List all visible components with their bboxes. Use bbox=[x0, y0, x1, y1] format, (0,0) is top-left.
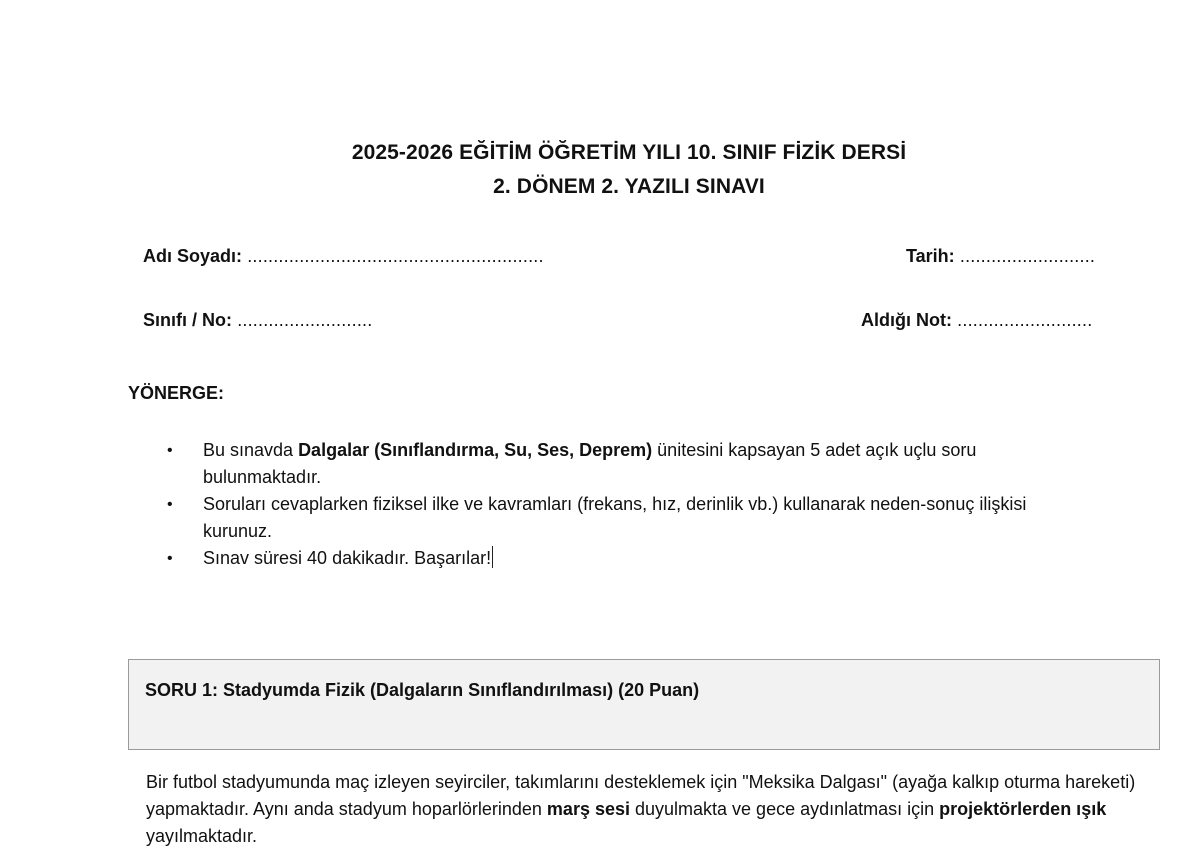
class-number-field bbox=[143, 310, 372, 331]
instruction-text: Bu sınavda bbox=[203, 440, 299, 460]
instruction-item bbox=[163, 545, 1063, 572]
bullet-icon: • bbox=[167, 550, 173, 567]
instruction-text: Soruları cevaplarken fiziksel ilke ve kavramları (frekans, hız, derinlik vb.) kullanarak neden-sonuç ilişkisi kurunuz. bbox=[203, 494, 1027, 541]
bullet-icon: • bbox=[167, 442, 173, 459]
date-blank[interactable]: .......................... bbox=[954, 246, 1096, 266]
question-1-text-part: Bir futbol stadyumunda maç izleyen seyirciler, takımlarını desteklemek için "Meksika Dalgası" (ayağa kalkıp oturma hareketi) yapmaktadır. Aynı anda stadyum hoparlörlerinden bbox=[146, 772, 1136, 819]
instructions-heading: YÖNERGE: bbox=[128, 383, 225, 403]
grade-label: Aldığı Not: bbox=[861, 310, 952, 330]
question-1-text bbox=[146, 769, 1156, 850]
question-1-bold-term: projektörlerden ışık bbox=[939, 799, 1107, 819]
instruction-item bbox=[163, 491, 1063, 545]
instruction-bold-topic: Dalgalar (Sınıflandırma, Su, Ses, Deprem) bbox=[298, 440, 653, 460]
class-number-blank[interactable]: .......................... bbox=[232, 310, 373, 330]
question-1-header-box bbox=[128, 659, 1160, 750]
name-blank[interactable]: ......................................................... bbox=[242, 246, 544, 266]
date-label: Tarih: bbox=[906, 246, 955, 266]
question-1-text-part: yayılmaktadır. bbox=[146, 826, 258, 846]
question-1-bold-term: marş sesi bbox=[546, 799, 630, 819]
name-field bbox=[143, 246, 544, 267]
instructions-list bbox=[163, 437, 1063, 572]
instruction-item bbox=[163, 437, 1063, 491]
exam-title-line2: 2. DÖNEM 2. YAZILI SINAVI bbox=[493, 175, 765, 198]
question-1-title: SORU 1: Stadyumda Fizik (Dalgaların Sınıflandırılması) (20 Puan) bbox=[145, 680, 700, 700]
grade-field bbox=[861, 310, 1092, 331]
text-cursor bbox=[492, 546, 493, 568]
date-field bbox=[906, 246, 1095, 267]
instruction-text: ünitesini kapsayan 5 adet açık uçlu soru bulunmaktadır. bbox=[203, 440, 977, 487]
name-label: Adı Soyadı: bbox=[143, 246, 243, 266]
question-1-text-part: duyulmakta ve gece aydınlatması için bbox=[630, 799, 940, 819]
grade-blank[interactable]: .......................... bbox=[951, 310, 1093, 330]
exam-title-line1: 2025-2026 EĞİTİM ÖĞRETİM YILI 10. SINIF FİZİK DERSİ bbox=[351, 141, 907, 164]
bullet-icon: • bbox=[167, 496, 173, 513]
class-number-label: Sınıfı / No: bbox=[143, 310, 232, 330]
instruction-text: Sınav süresi 40 dakikadır. Başarılar! bbox=[203, 548, 492, 568]
